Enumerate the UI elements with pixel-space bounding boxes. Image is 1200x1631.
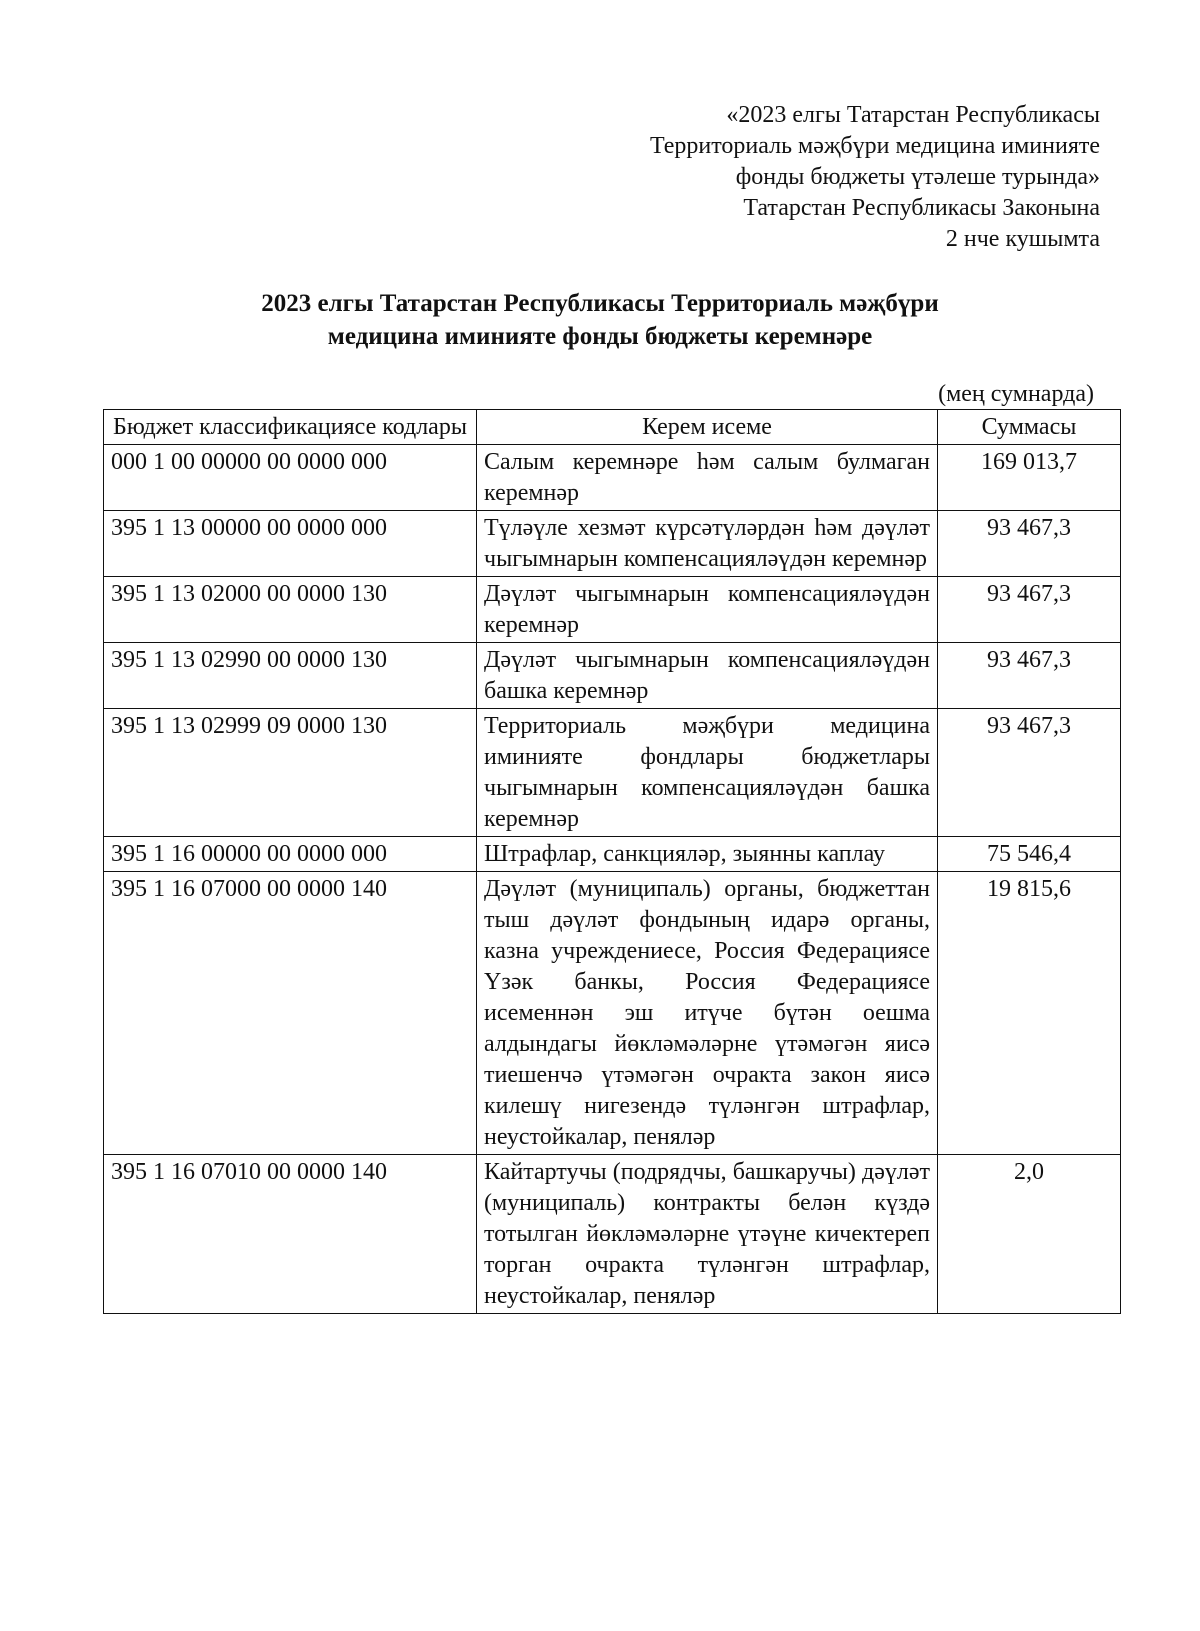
- amount-cell: 19 815,6: [938, 872, 1121, 1155]
- document-title: [100, 287, 1100, 353]
- revenue-name-cell: Кайтартучы (подрядчы, башкаручы) дәүләт (муниципаль) контракты белән күздә тотылган йөкләмәләрне үтәүне кичектереп торган очракта түләнгән штрафлар, неустойкалар, пеняләр: [477, 1155, 938, 1314]
- table-row: [104, 577, 1121, 643]
- table-row: [104, 1155, 1121, 1314]
- budget-code-cell: 395 1 13 02999 09 0000 130: [104, 709, 477, 837]
- column-header-sum: Суммасы: [938, 410, 1121, 445]
- appendix-header-line: 2 нче кушымта: [945, 226, 1100, 252]
- column-header-name: Керем исеме: [477, 410, 938, 445]
- revenue-name-cell: Дәүләт чыгымнарын компенсацияләүдән керемнәр: [477, 577, 938, 643]
- amount-cell: 93 467,3: [938, 511, 1121, 577]
- unit-note: (мең сумнарда): [938, 381, 1094, 407]
- table-row: [104, 511, 1121, 577]
- amount-cell: 93 467,3: [938, 577, 1121, 643]
- budget-code-cell: 395 1 13 02990 00 0000 130: [104, 643, 477, 709]
- appendix-header: [540, 100, 1100, 255]
- amount-cell: 93 467,3: [938, 643, 1121, 709]
- appendix-header-line: Территориаль мәҗбүри медицина иминияте: [649, 133, 1100, 159]
- budget-code-cell: 395 1 16 07000 00 0000 140: [104, 872, 477, 1155]
- table-row: [104, 709, 1121, 837]
- revenue-name-cell: Территориаль мәҗбүри медицина иминияте фондлары бюджетлары чыгымнарын компенсацияләүдән башка керемнәр: [477, 709, 938, 837]
- revenue-name-cell: Түләүле хезмәт күрсәтүләрдән һәм дәүләт чыгымнарын компенсацияләүдән керемнәр: [477, 511, 938, 577]
- budget-code-cell: 000 1 00 00000 00 0000 000: [104, 445, 477, 511]
- table-row: [104, 872, 1121, 1155]
- amount-cell: 169 013,7: [938, 445, 1121, 511]
- revenue-name-cell: Дәүләт чыгымнарын компенсацияләүдән башка керемнәр: [477, 643, 938, 709]
- revenue-name-cell: Штрафлар, санкцияләр, зыянны каплау: [477, 837, 938, 872]
- column-header-code: Бюджет классификациясе кодлары: [104, 410, 477, 445]
- appendix-header-line: фонды бюджеты үтәлеше турында»: [735, 164, 1100, 190]
- budget-code-cell: 395 1 16 07010 00 0000 140: [104, 1155, 477, 1314]
- amount-cell: 75 546,4: [938, 837, 1121, 872]
- appendix-header-line: Татарстан Республикасы Законына: [743, 195, 1100, 221]
- table-header-row: [104, 410, 1121, 445]
- budget-code-cell: 395 1 13 00000 00 0000 000: [104, 511, 477, 577]
- revenue-name-cell: Дәүләт (муниципаль) органы, бюджеттан тыш дәүләт фондының идарә органы, казна учреждениесе, Россия Федерациясе Үзәк банкы, Россия Федерациясе исеменнән эш итүче бүтән оешма алдындагы йөкләмәләрне үтәмәгән яисә тиешенчә үтәмәгән очракта закон яисә килешү нигезендә түләнгән штрафлар, неустойкалар, пеняләр: [477, 872, 938, 1155]
- budget-code-cell: 395 1 16 00000 00 0000 000: [104, 837, 477, 872]
- amount-cell: 93 467,3: [938, 709, 1121, 837]
- revenue-name-cell: Салым керемнәре һәм салым булмаган керемнәр: [477, 445, 938, 511]
- document-title-line: медицина иминияте фонды бюджеты керемнәре: [327, 323, 873, 350]
- amount-cell: 2,0: [938, 1155, 1121, 1314]
- revenue-table: [103, 409, 1121, 1314]
- table-row: [104, 643, 1121, 709]
- table-row: [104, 445, 1121, 511]
- document-title-line: 2023 елгы Татарстан Республикасы Территориаль мәҗбүри: [261, 290, 939, 317]
- budget-code-cell: 395 1 13 02000 00 0000 130: [104, 577, 477, 643]
- appendix-header-line: «2023 елгы Татарстан Республикасы: [726, 102, 1100, 128]
- table-row: [104, 837, 1121, 872]
